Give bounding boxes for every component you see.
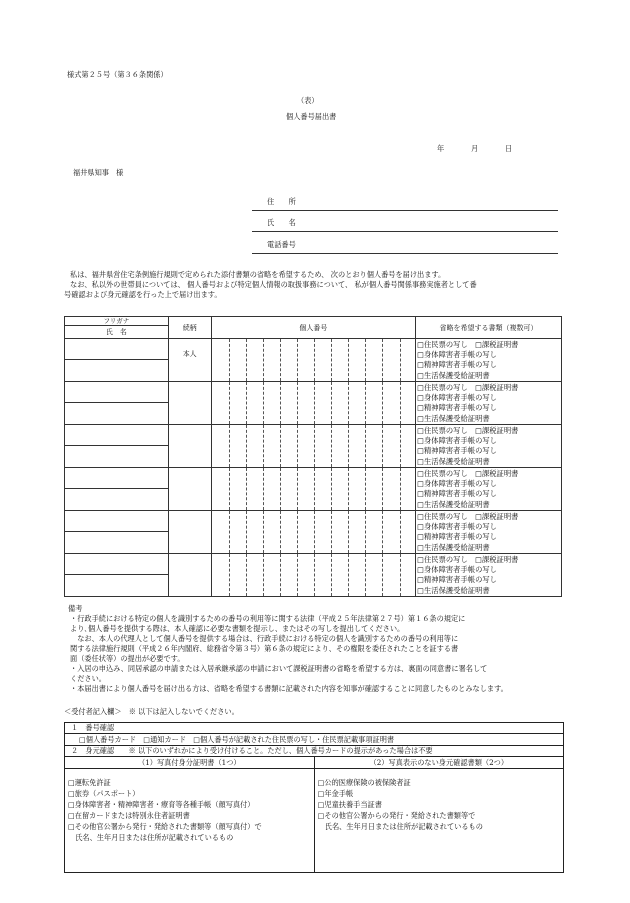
furigana-header: フリガナ [65,317,169,326]
col1-item[interactable]: □在留カードまたは特別永住者証明書 [68,811,190,820]
doc-option[interactable]: □精神障害者手帳の写し [417,403,497,413]
doc-option[interactable]: □住民票の写し □課税証明書 [417,555,519,564]
doc-option[interactable]: □生活保護受給証明書 [417,542,490,552]
digit-divider [382,468,383,510]
doc-option[interactable]: □住民票の写し □課税証明書 [417,340,519,349]
furigana-cell[interactable] [65,382,169,403]
digit-divider [297,382,298,424]
digit-divider [314,425,315,467]
doc-option[interactable]: □身体障害者手帳の写し [417,350,497,360]
digit-divider [246,554,247,596]
col1-list[interactable] [65,769,315,873]
digit-divider [263,425,264,467]
docs-cell[interactable] [416,339,562,382]
digit-divider [246,511,247,553]
col2-item[interactable]: □公的医療保険の被保険者証 [317,778,411,787]
doc-option[interactable]: □生活保護受給証明書 [417,585,490,595]
member-row [65,382,562,403]
number-cell[interactable] [211,468,415,511]
furigana-cell[interactable] [65,511,169,532]
relation-cell[interactable] [168,425,211,468]
digit-divider [400,468,401,510]
name-cell[interactable] [65,403,169,425]
intro-line-3: 号確認および身元確認を行った上で届け出ます。 [64,290,222,299]
doc-option[interactable]: □生活保護受給証明書 [417,413,490,423]
docs-cell[interactable] [416,554,562,597]
name-cell[interactable] [65,532,169,554]
digit-divider [382,554,383,596]
name-cell[interactable] [65,489,169,511]
addressee: 福井県知事 様 [73,168,124,177]
digit-divider [280,511,281,553]
intro-line-1: 私は、福井県営住宅条例施行規則で定められた添付書類の省略を希望するため、 次のとおり個人番号を届け出ます。 [70,270,446,279]
doc-option[interactable]: □身体障害者手帳の写し [417,436,497,446]
docs-cell[interactable] [416,511,562,554]
name-line[interactable] [252,231,558,232]
number-cell[interactable] [211,425,415,468]
relation-cell[interactable] [168,382,211,425]
number-cell[interactable] [211,339,415,382]
doc-option[interactable]: □身体障害者手帳の写し [417,565,497,575]
doc-option[interactable]: □精神障害者手帳の写し [417,360,497,370]
digit-divider [400,554,401,596]
digit-divider [365,425,366,467]
doc-option[interactable]: □精神障害者手帳の写し [417,446,497,456]
relation-cell[interactable] [168,511,211,554]
docs-header: 省略を希望する書類（複数可） [416,317,562,339]
digit-divider [348,339,349,381]
doc-option[interactable]: □精神障害者手帳の写し [417,575,497,585]
furigana-cell[interactable] [65,468,169,489]
notes-heading: 備考 [68,604,83,613]
name-cell[interactable] [65,360,169,382]
digit-divider [331,468,332,510]
digit-divider [365,339,366,381]
furigana-cell[interactable] [65,554,169,575]
col2-list[interactable] [314,769,563,873]
digit-divider [400,382,401,424]
doc-option[interactable]: □生活保護受給証明書 [417,499,490,509]
doc-option[interactable]: □身体障害者手帳の写し [417,522,497,532]
doc-option[interactable]: □身体障害者手帳の写し [417,479,497,489]
note-line: なお、本人の代理人として個人番号を提供する場合は、行政手続における特定の個人を識別するための番号の利用等に [70,634,459,643]
number-cell[interactable] [211,554,415,597]
digit-divider [280,425,281,467]
furigana-cell[interactable] [65,425,169,446]
name-header: 氏 名 [65,326,169,339]
s1-options[interactable]: □個人番号カード □通知カード □個人番号が記載された住民票の写し・住民票記載事項証明書 [65,734,564,746]
digit-divider [280,468,281,510]
digit-divider [365,554,366,596]
note-line: より､個人番号を提供する際は、本人確認に必要な書類を提示し、またはその写しを提出してください。 [70,624,405,633]
relation-cell[interactable]: 本人 [168,339,211,382]
digit-divider [348,382,349,424]
digit-divider [263,468,264,510]
digit-divider [229,554,230,596]
doc-option[interactable]: □生活保護受給証明書 [417,370,490,380]
docs-cell[interactable] [416,382,562,425]
s1-title: １ 番号確認 [65,723,564,734]
docs-cell[interactable] [416,425,562,468]
digit-divider [297,554,298,596]
relation-header: 続柄 [168,317,211,339]
note-line: ・行政手続における特定の個人を識別するための番号の利用等に関する法律（平成２５年法律第２７号）第１６条の規定に [70,614,466,623]
digit-divider [229,382,230,424]
notes [64,604,564,694]
receipt-header: ＜受付者記入欄＞ ※ 以下は記入しないでください。 [64,707,239,716]
digit-divider [400,339,401,381]
digit-divider [382,511,383,553]
col1-item[interactable]: □その他官公署から発行・発給された書類等（顔写真付）で [68,822,262,831]
digit-divider [348,425,349,467]
digit-divider [382,382,383,424]
digit-divider [246,339,247,381]
col2-title: （2）写真表示のない身元確認書類（2つ） [314,757,563,769]
member-row [65,511,562,532]
note-line: ・本届出書により個人番号を届け出る方は、省略を希望する書類に記載された内容を知事が確認することに同意したものとみなします。 [70,684,508,693]
digit-divider [314,468,315,510]
note-line: ください。 [70,674,106,683]
digit-divider [246,382,247,424]
digit-divider [280,554,281,596]
form-number: 様式第２５号（第３６条関係） [67,70,168,79]
digit-divider [263,554,264,596]
number-cell[interactable] [211,382,415,425]
date-day: 日 [505,144,513,153]
digit-divider [246,425,247,467]
doc-option[interactable]: □生活保護受給証明書 [417,456,490,466]
relation-cell[interactable] [168,554,211,597]
digit-divider [365,382,366,424]
note-line: 関する法律施行規則（平成２６年内閣府、総務省令第３号）第６条の規定により、その権限を委任されたことを証する書 [70,644,459,653]
doc-option[interactable]: □住民票の写し □課税証明書 [417,512,519,521]
name-label: 氏 名 [267,218,296,227]
col2-item[interactable]: □児童扶養手当証書 [317,800,382,809]
member-row [65,554,562,575]
doc-option[interactable]: □住民票の写し □課税証明書 [417,383,519,392]
digit-divider [331,425,332,467]
digit-divider [348,511,349,553]
digit-divider [314,339,315,381]
side-label: （表） [297,96,319,105]
digit-divider [280,339,281,381]
s2-title: ２ 身元確認 ※ 以下のいずれかにより受け付けること。ただし、個人番号カードの提示があった場合は不要 [65,746,564,757]
digit-divider [400,511,401,553]
relation-cell[interactable] [168,468,211,511]
digit-divider [348,554,349,596]
digit-divider [348,468,349,510]
digit-divider [297,425,298,467]
docs-cell[interactable] [416,468,562,511]
furigana-cell[interactable] [65,339,169,360]
digit-divider [263,382,264,424]
intro-line-2: なお、私以外の世帯員については、 個人番号および特定個人情報の取扱事務について、 私が個人番号関係事務実施者として番 [70,280,477,289]
col1-title: （1）写真付身分証明書（1つ） [65,757,315,769]
address-label: 住 所 [267,197,296,206]
name-cell[interactable] [65,575,169,597]
digit-divider [229,511,230,553]
col2-item[interactable]: □その他官公署からの発行・発給された書類等で [317,811,476,820]
number-header: 個人番号 [211,317,415,339]
digit-divider [331,339,332,381]
page-title: 個人番号届出書 [286,112,337,121]
doc-option[interactable]: □身体障害者手帳の写し [417,393,497,403]
member-row [65,468,562,489]
digit-divider [314,382,315,424]
phone-line[interactable] [252,253,558,254]
digit-divider [246,468,247,510]
date-year: 年 [437,144,445,153]
name-cell[interactable] [65,446,169,468]
receipt-table [64,722,564,873]
digit-divider [280,382,281,424]
phone-label: 電話番号 [267,240,296,249]
note-line: 面（委任状等）の提出が必要です。 [70,654,185,663]
digit-divider [382,339,383,381]
doc-option[interactable]: □住民票の写し □課税証明書 [417,426,519,435]
digit-divider [331,511,332,553]
address-line[interactable] [252,210,558,211]
digit-divider [331,554,332,596]
digit-divider [314,511,315,553]
digit-divider [229,468,230,510]
member-row [65,339,562,360]
digit-divider [229,339,230,381]
doc-option[interactable]: □精神障害者手帳の写し [417,532,497,542]
number-cell[interactable] [211,511,415,554]
digit-divider [365,468,366,510]
digit-divider [297,468,298,510]
note-line: ・入居の申込み、同居承認の申請または入居承継承認の申請において課税証明書の省略を希望する方は、裏面の同意書に署名して [70,664,488,673]
col2-item[interactable]: 氏名、生年月日または住所が記載されているもの [317,822,483,831]
doc-option[interactable]: □精神障害者手帳の写し [417,489,497,499]
date-month: 月 [471,144,479,153]
digit-divider [314,554,315,596]
digit-divider [297,339,298,381]
digit-divider [365,511,366,553]
digit-divider [297,511,298,553]
digit-divider [382,425,383,467]
digit-divider [400,425,401,467]
digit-divider [331,382,332,424]
member-row [65,425,562,446]
digit-divider [263,511,264,553]
col1-item[interactable]: □運転免許証 [68,778,111,787]
doc-option[interactable]: □住民票の写し □課税証明書 [417,469,519,478]
col2-item[interactable]: □年金手帳 [317,789,354,798]
digit-divider [263,339,264,381]
member-table [64,316,562,597]
col1-item[interactable]: □身体障害者・精神障害者・療育等各種手帳（顔写真付） [68,800,255,809]
col1-item[interactable]: □旅券（パスポート） [68,789,140,798]
col1-item[interactable]: 氏名、生年月日または住所が記載されているもの [68,833,234,842]
digit-divider [229,425,230,467]
